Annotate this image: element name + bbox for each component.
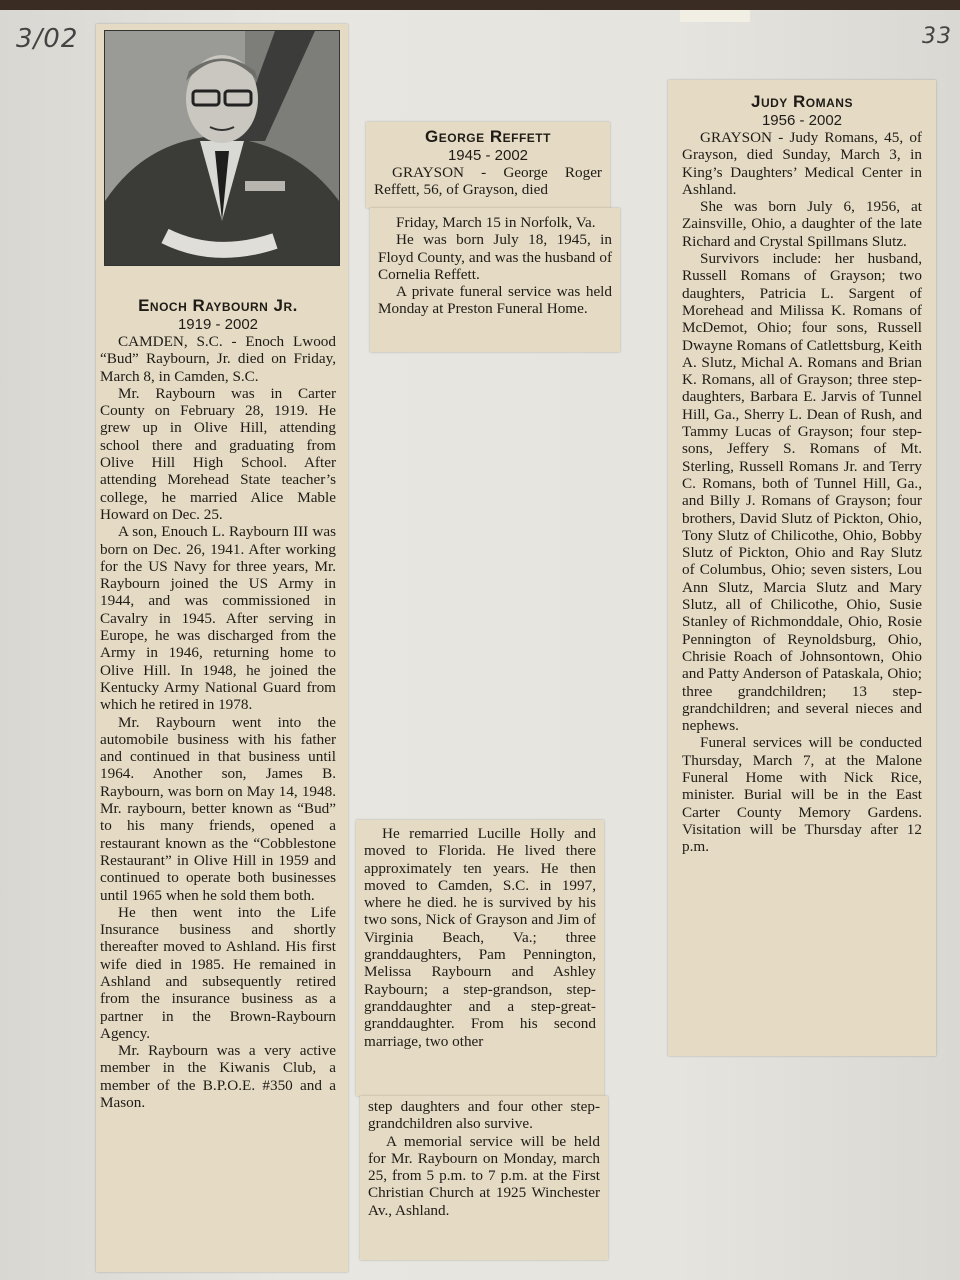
paragraph: CAMDEN, S.C. - Enoch Lwood “Bud” Raybourn, Jr. died on Friday, March 8, in Camden, S.C. (100, 333, 336, 385)
continuation-body (368, 1098, 600, 1219)
obituary-judy-romans (668, 80, 936, 1056)
paragraph: He was born July 18, 1945, in Floyd County, and was the husband of Cornelia Reffett. (378, 231, 612, 283)
paragraph: step daughters and four other step-grandchildren also survive. (368, 1098, 600, 1133)
obituary-name: Enoch Raybourn Jr. (138, 296, 298, 315)
paragraph: A son, Enouch L. Raybourn III was born on Dec. 26, 1941. After working for the US Navy for three years, Mr. Raybourn joined the US Army in 1944, and was commissioned in Cavalry in 1945. After serving in Europe, he was discharged from the Army in 1946, returning home to Olive Hill. In 1948, he joined the Kentucky Army National Guard from which he retired in 1978. (100, 523, 336, 714)
paragraph: A memorial service will be held for Mr. Raybourn on Monday, march 25, from 5 p.m. to 7 p.m. at the First Christian Church at 1925 Winchester Av., Ashland. (368, 1132, 600, 1219)
obituary-body (374, 164, 602, 199)
paragraph: A private funeral service was held Monday at Preston Funeral Home. (378, 283, 612, 318)
obituary-enoch-raybourn (96, 24, 348, 1272)
obituary-george-reffett-body (370, 208, 620, 352)
obituary-body (100, 333, 336, 1111)
paragraph: Friday, March 15 in Norfolk, Va. (396, 214, 596, 231)
paragraph: Funeral services will be conducted Thursday, March 7, at the Malone Funeral Home with Nick Rice, minister. Burial will be in the East Carter County Memory Gardens. Visitation will be Thursday after 12 p.m. (682, 734, 922, 856)
paragraph: GRAYSON - George Roger Reffett, 56, of Grayson, died (374, 164, 602, 199)
paragraph: Mr. Raybourn went into the automobile business with his father and continued in that business until 1964. Another son, James B. Raybourn, was born on May 14, 1948. Mr. raybourn, better known as “Bud” to his many friends, opened a restaurant known as the “Cobblestone Restaurant” in Olive Hill in 1959 and continued to operate both businesses until 1965 when he sold them both. (100, 713, 336, 904)
paragraph: She was born July 6, 1956, at Zainsville, Ohio, a daughter of the late Richard and Crystal Spillmans Slutz. (682, 198, 922, 250)
obituary-body (378, 214, 612, 318)
handwritten-date: 3/02 (16, 24, 79, 54)
portrait-photo (104, 30, 340, 266)
obituary-years: 1956 - 2002 (761, 112, 843, 129)
paragraph: GRAYSON - Judy Romans, 45, of Grayson, died Sunday, March 3, in King’s Daughters’ Medical Center in Ashland. (682, 129, 922, 198)
obituary-george-reffett-header (366, 122, 610, 208)
obituary-years: 1945 - 2002 (447, 147, 529, 164)
paragraph: Survivors include: her husband, Russell Romans of Grayson; two daughters, Patricia L. Sargent of Morehead and Milissa K. Romans of McDemot, Ohio; four sons, Russell Dwayne Romans of Catlettsburg, Keith A. Slutz, Michal A. Romans and Brian K. Romans, all of Grayson; three step-daughters, Barbara E. Jarvis of Tunnel Hill, Ga., Sherry L. Dean of Rush, and Tammy Lucas of Grayson; four step-sons, Jeffery S. Romans of Mt. Sterling, Russell Romans Jr. and Terry C. Romans, both of Tunnel Hill, Ga., and Billy J. Romans of Grayson; four brothers, David Slutz of Pickton, Ohio, Tony Slutz of Chilicothe, Ohio, Bobby Slutz of Pickton, Ohio and Ray Slutz of Columbus, Ohio; seven sisters, Lou Ann Slutz, Marcia Slutz and Mary Slutz, all of Chilicothe, Ohio, Susie Stanley of Richmonddale, Ohio, Rosie Pennington of Reynoldsburg, Ohio, Chrisie Roach of Johnsontown, Ohio and Patty Anderson of Pataskala, Ohio; three grandchildren; 13 step-grandchildren; and several nieces and nephews. (682, 250, 922, 735)
paragraph: Mr. Raybourn was a very active member in the Kiwanis Club, a member of the B.P.O.E. #350 and a Mason. (100, 1042, 336, 1112)
scrapbook-page (0, 10, 960, 1280)
handwritten-page-number: 33 (922, 24, 952, 49)
obituary-continuation-upper (356, 820, 604, 1096)
obituary-name: Judy Romans (751, 92, 853, 111)
portrait-photo-image (105, 31, 339, 265)
page-tab (680, 10, 750, 22)
paragraph: Mr. Raybourn was in Carter County on February 28, 1919. He grew up in Olive Hill, attending school there and graduating from Olive Hill High School. After attending Morehead State teacher’s college, he married Alice Mable Howard on Dec. 25. (100, 384, 336, 523)
obituary-continuation-lower (360, 1096, 608, 1260)
paragraph: He then went into the Life Insurance business and shortly thereafter moved to Ashland. His first wife died in 1985. He remained in Ashland and subsequently retired from the insurance business as a partner in the Brown-Raybourn Agency. (100, 903, 336, 1042)
continuation-body (364, 825, 596, 1050)
obituary-body (682, 129, 922, 855)
paragraph: He remarried Lucille Holly and moved to Florida. He lived there approximately ten years. He then moved to Camden, S.C. in 1997, where he died. he is survived by his two sons, Nick of Grayson and Jim of Virginia Beach, Va.; three granddaughters, Pam Pennington, Melissa Raybourn and Ashley Raybourn; a step-grandson, step-granddaughter and a step-great-granddaughter. From his second marriage, two other (364, 825, 596, 1050)
obituary-name: George Reffett (425, 127, 551, 146)
obituary-years: 1919 - 2002 (177, 316, 259, 333)
